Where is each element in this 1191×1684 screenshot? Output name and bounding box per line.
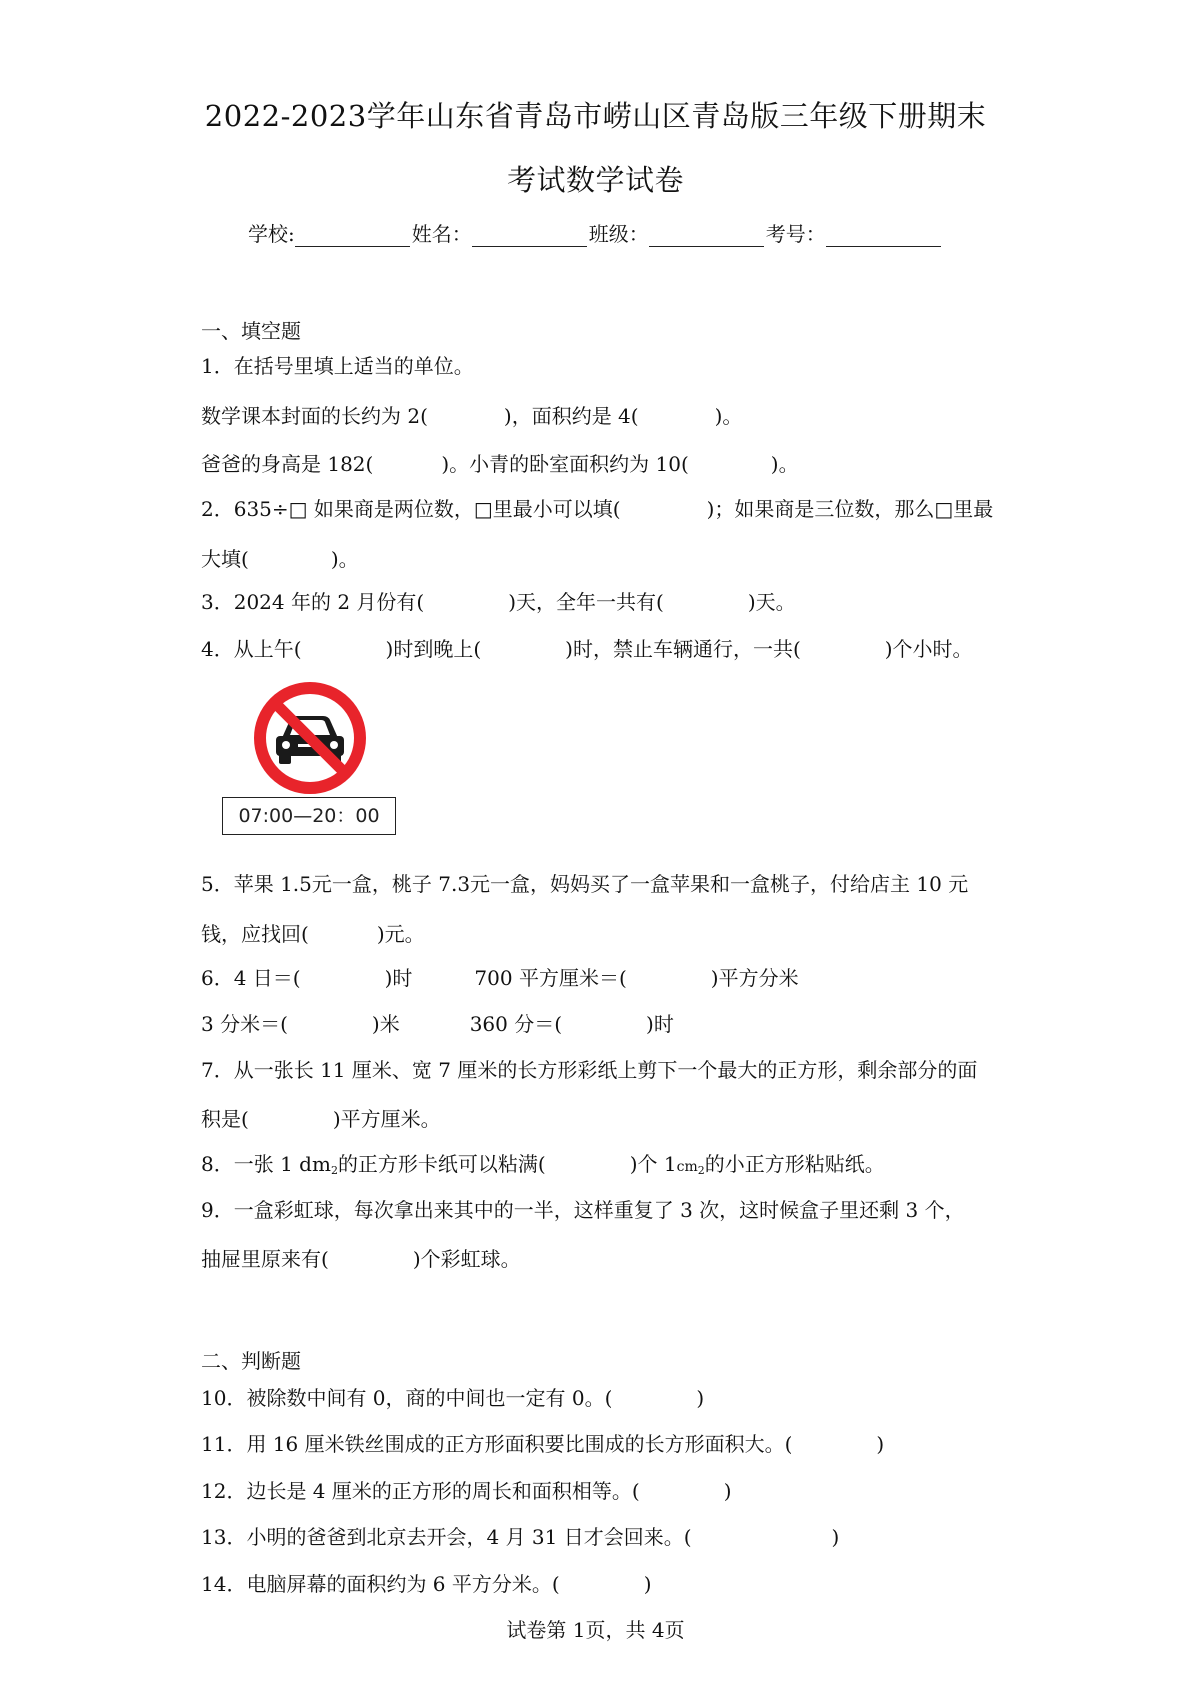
q8-unit: cm: [676, 1159, 698, 1175]
q2-text: )；如果商是三位数，那么□里最: [706, 497, 994, 521]
q5-line1: 5．苹果 1.5元一盒，桃子 7.3元一盒，妈妈买了一盒苹果和一盒桃子，付给店主 10 元: [201, 872, 969, 896]
q8-text: 8．一张 1 dm: [201, 1152, 331, 1176]
q11-text: ): [876, 1432, 885, 1456]
q6-line1: [201, 962, 799, 991]
q5-line2: [201, 918, 425, 947]
q6-line2: [201, 1008, 674, 1037]
q3-text: )天，全年一共有(: [508, 590, 664, 614]
q4-text: )个小时。: [884, 637, 973, 661]
page-footer: 试卷第 1页，共 4页: [506, 1618, 685, 1642]
q8-text: 的正方形卡纸可以粘满(: [337, 1152, 546, 1176]
q1-text: )，面积约是 4(: [503, 404, 639, 428]
q9-text: 抽屉里原来有(: [201, 1247, 329, 1271]
q4-text: 4．从上午(: [201, 637, 302, 661]
q10-text: ): [696, 1386, 705, 1410]
sign-time-label: 07:00—20：00: [222, 797, 396, 835]
q7-text: 积是(: [201, 1107, 249, 1131]
q1-text: 数学课本封面的长约为 2(: [201, 404, 428, 428]
q11-text: 11．用 16 厘米铁丝围成的正方形面积要比围成的长方形面积大。(: [201, 1432, 793, 1456]
q1-text: )。小青的卧室面积约为 10(: [441, 452, 689, 476]
q1-line3: [201, 448, 799, 477]
number-label: 考号：: [765, 222, 826, 246]
q5-text: 钱，应找回(: [201, 922, 309, 946]
name-label: 姓名：: [411, 222, 472, 246]
school-label: 学校:: [248, 222, 295, 246]
name-blank[interactable]: [472, 226, 587, 247]
q3-text: 3．2024 年的 2 月份有(: [201, 590, 425, 614]
q1-text: )。: [714, 404, 743, 428]
q4-text: )时到晚上(: [385, 637, 482, 661]
q4-text: )时，禁止车辆通行，一共(: [565, 637, 801, 661]
q6-text: )时: [646, 1012, 674, 1036]
q8-line: [201, 1148, 885, 1177]
exam-title-line1: 2022-2023学年山东省青岛市崂山区青岛版三年级下册期末: [204, 99, 987, 133]
q2-line1: [201, 493, 993, 522]
q6-text: 3 分米＝(: [201, 1012, 288, 1036]
q2-text: 2．635÷□ 如果商是两位数，□里最小可以填(: [201, 497, 621, 521]
q11-line: [201, 1428, 884, 1457]
q1-stem: 1．在括号里填上适当的单位。: [201, 354, 474, 378]
q14-text: ): [643, 1572, 652, 1596]
q9-line2: [201, 1243, 521, 1272]
q3-line: [201, 586, 796, 615]
q14-text: 14．电脑屏幕的面积约为 6 平方分米。(: [201, 1572, 560, 1596]
student-info-line: [248, 218, 943, 247]
section2-title: 二、判断题: [201, 1349, 301, 1373]
q8-text: )个 1: [629, 1152, 677, 1176]
q12-text: 12．边长是 4 厘米的正方形的周长和面积相等。(: [201, 1479, 640, 1503]
school-blank[interactable]: [295, 226, 410, 247]
q9-line1: 9．一盒彩虹球，每次拿出来其中的一半，这样重复了 3 次，这时候盒子里还剩 3 个，: [201, 1198, 965, 1222]
section1-title: 一、填空题: [201, 319, 301, 343]
q1-text: )。: [770, 452, 799, 476]
q13-text: 13．小明的爸爸到北京去开会，4 月 31 日才会回来。(: [201, 1525, 692, 1549]
q2-text: )。: [330, 547, 359, 571]
q12-text: ): [723, 1479, 732, 1503]
q3-text: )天。: [747, 590, 796, 614]
q8-exponent: 2: [697, 1164, 705, 1177]
q10-line: [201, 1382, 704, 1411]
q6-text: 700 平方厘米＝(: [474, 966, 627, 990]
q4-line: [201, 633, 973, 662]
class-label: 班级：: [588, 222, 649, 246]
q10-text: 10．被除数中间有 0，商的中间也一定有 0。(: [201, 1386, 613, 1410]
q7-text: )平方厘米。: [332, 1107, 441, 1131]
q7-line2: [201, 1103, 441, 1132]
q13-line: [201, 1521, 839, 1550]
q6-text: )平方分米: [710, 966, 799, 990]
q8-text: 的小正方形粘贴纸。: [704, 1152, 885, 1176]
q14-line: [201, 1568, 652, 1597]
no-vehicles-sign-icon: [218, 680, 402, 796]
q9-text: )个彩虹球。: [412, 1247, 521, 1271]
no-vehicles-sign: [218, 680, 402, 840]
number-blank[interactable]: [826, 226, 941, 247]
q12-line: [201, 1475, 732, 1504]
class-blank[interactable]: [649, 226, 764, 247]
q6-text: )时: [384, 966, 413, 990]
q13-text: ): [831, 1525, 840, 1549]
q5-text: )元。: [376, 922, 425, 946]
q2-text: 大填(: [201, 547, 249, 571]
q1-text: 爸爸的身高是 182(: [201, 452, 374, 476]
q2-line2: [201, 543, 359, 572]
q1-line2: [201, 400, 742, 429]
q6-text: 360 分＝(: [469, 1012, 563, 1036]
q6-text: 6．4 日＝(: [201, 966, 301, 990]
q7-line1: 7．从一张长 11 厘米、宽 7 厘米的长方形彩纸上剪下一个最大的正方形，剩余部分的面: [201, 1058, 978, 1082]
q8-exponent: 2: [330, 1164, 338, 1177]
q6-text: )米: [371, 1012, 400, 1036]
exam-title-line2: 考试数学试卷: [506, 163, 684, 197]
